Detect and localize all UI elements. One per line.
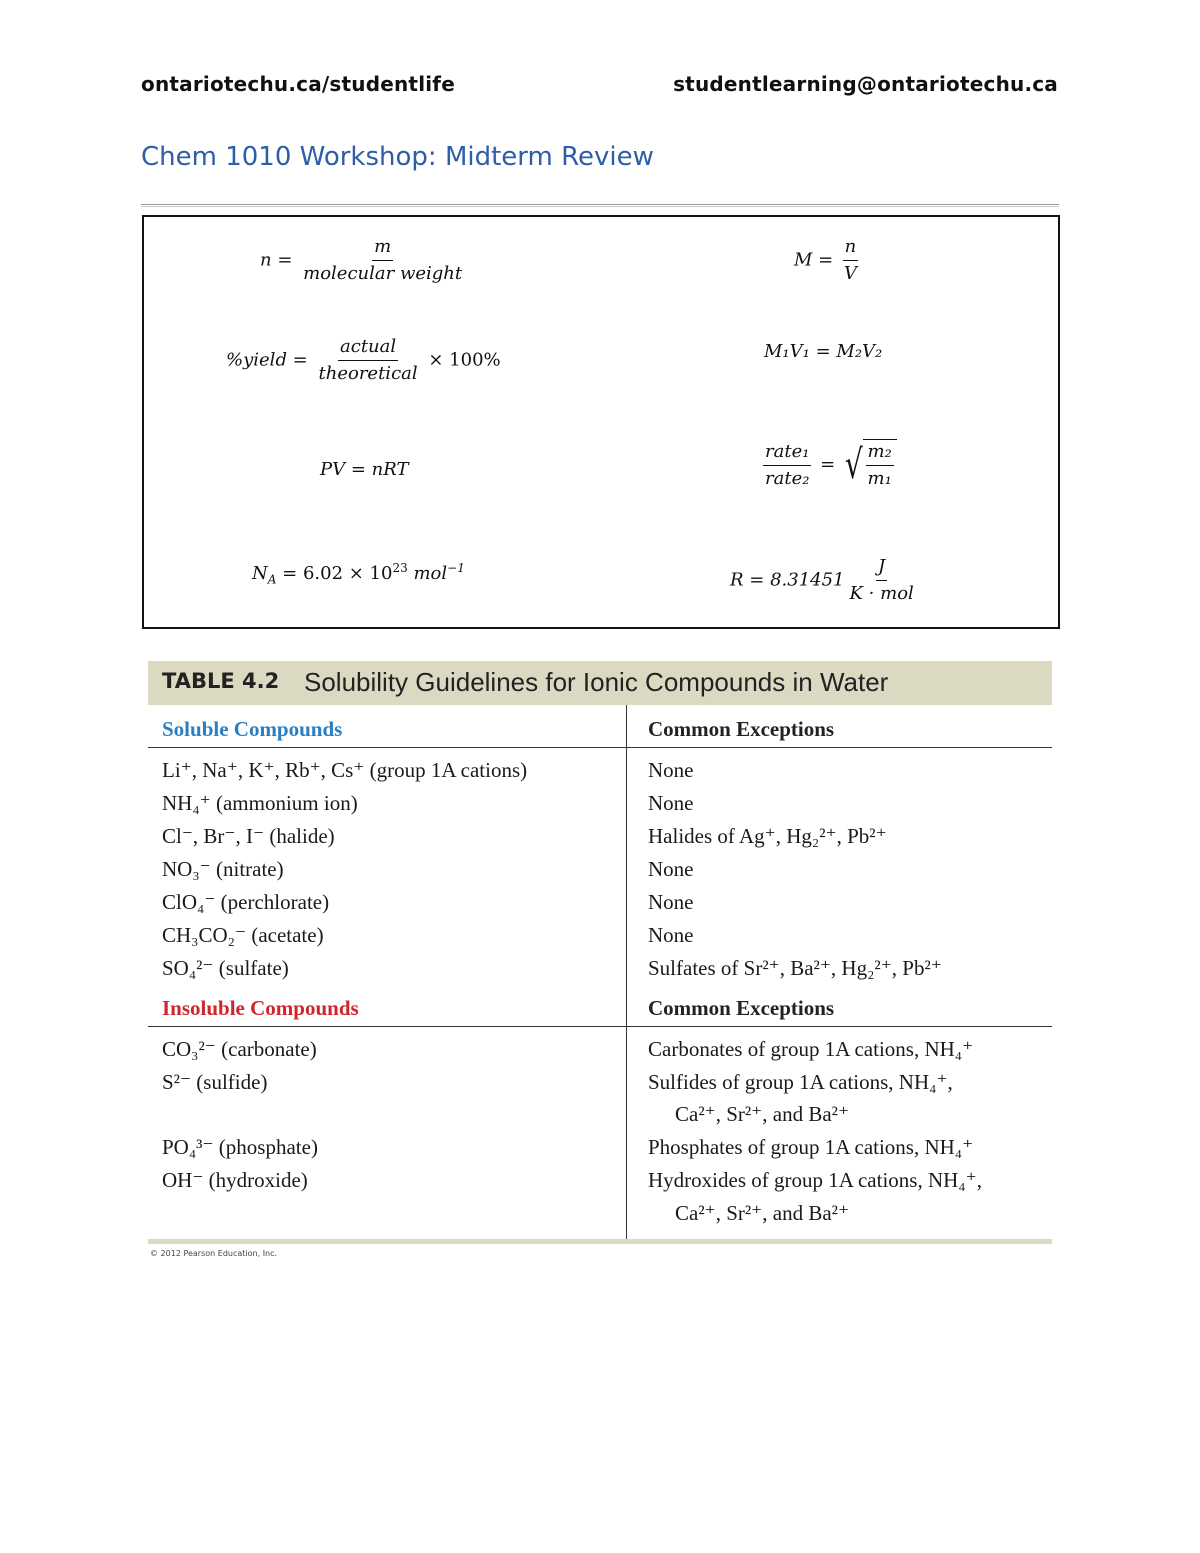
table-row-exception: None — [648, 791, 694, 815]
formula-yield-lhs: %yield = — [226, 349, 308, 371]
formula-r-lhs: R = 8.31451 — [730, 569, 845, 591]
copyright-notice: © 2012 Pearson Education, Inc. — [150, 1249, 278, 1258]
formula-percent-yield — [226, 337, 501, 384]
formula-avogadro — [252, 561, 465, 587]
formula-gas-constant — [730, 557, 919, 604]
table-row-compound: NH₄⁺ (ammonium ion) — [162, 791, 358, 815]
formula-graham-rden: m₁ — [867, 468, 892, 489]
square-root-icon: √ $\frac{\text{m₂}}{\text{m₁}}$ — [841, 439, 897, 491]
table-row-exception: Carbonates of group 1A cations, NH₄⁺ — [648, 1037, 974, 1061]
table-row-compound: Cl⁻, Br⁻, I⁻ (halide) — [162, 824, 335, 848]
table-row-compound: OH⁻ (hydroxide) — [162, 1168, 308, 1192]
formula-moles-num: m — [372, 237, 393, 261]
formula-r-den: K · mol — [849, 583, 914, 604]
soluble-header: Soluble Compounds — [162, 717, 343, 741]
table-row-compound: S²⁻ (sulfide) — [162, 1070, 268, 1094]
table-row-exception-cont: Ca²⁺, Sr²⁺, and Ba²⁺ — [675, 1201, 850, 1225]
formula-graham-eq: = — [820, 454, 836, 475]
formula-r-num: J — [876, 557, 887, 581]
table-row-exception: Sulfates of Sr²⁺, Ba²⁺, Hg₂²⁺, Pb²⁺ — [648, 956, 942, 980]
formula-moles-den: molecular weight — [303, 263, 463, 284]
solubility-table — [148, 661, 1052, 1245]
insoluble-exceptions-header: Common Exceptions — [648, 996, 835, 1020]
formula-yield-num: actual — [338, 337, 398, 361]
insoluble-header-rule — [148, 1026, 1052, 1027]
header-email: studentlearning@ontariotechu.ca — [673, 72, 1058, 96]
table-row-exception: None — [648, 923, 694, 947]
table-row-compound: PO₄³⁻ (phosphate) — [162, 1135, 318, 1159]
page-title: Chem 1010 Workshop: Midterm Review — [141, 142, 654, 172]
table-row-compound: SO₄²⁻ (sulfate) — [162, 956, 289, 980]
table-row-exception: Hydroxides of group 1A cations, NH₄⁺, — [648, 1168, 982, 1192]
table-row-compound: Li⁺, Na⁺, K⁺, Rb⁺, Cs⁺ (group 1A cations) — [162, 758, 528, 782]
formula-box — [142, 215, 1060, 629]
table-row-compound: CH₃CO₂⁻ (acetate) — [162, 923, 324, 947]
table-number: TABLE 4.2 — [162, 669, 280, 693]
table-row-exception: None — [648, 758, 694, 782]
formula-yield-rhs: × 100% — [428, 349, 501, 371]
formula-avogadro-unitsup: −1 — [447, 561, 465, 575]
formula-avogadro-sup: 23 — [392, 561, 408, 575]
formula-graham-den: rate₂ — [765, 467, 810, 489]
formula-moles — [260, 237, 467, 284]
table-row-exception: None — [648, 890, 694, 914]
table-row-exception: None — [648, 857, 694, 881]
insoluble-header: Insoluble Compounds — [162, 996, 359, 1020]
table-row-exception-cont: Ca²⁺, Sr²⁺, and Ba²⁺ — [675, 1102, 850, 1126]
table-row-exception: Phosphates of group 1A cations, NH₄⁺ — [648, 1135, 974, 1159]
table-row-compound: NO₃⁻ (nitrate) — [162, 857, 284, 881]
table-row-compound: CO₃²⁻ (carbonate) — [162, 1037, 317, 1061]
formula-avogadro-unit: mol — [407, 563, 448, 584]
table-caption: Solubility Guidelines for Ionic Compounds in Water — [304, 667, 889, 697]
formula-dilution: M₁V₁ = M₂V₂ — [764, 341, 883, 362]
header-website: ontariotechu.ca/studentlife — [141, 72, 455, 96]
title-divider — [141, 204, 1059, 207]
formula-molarity-den: V — [843, 263, 857, 284]
formula-avogadro-mid: = 6.02 × 10 — [276, 563, 393, 584]
table-header-band — [148, 661, 1052, 705]
formula-ideal-gas: PV = nRT — [320, 459, 409, 480]
formula-avogadro-lhs: N — [252, 563, 268, 584]
soluble-header-rule — [148, 747, 1052, 748]
column-divider — [626, 705, 627, 1239]
table-row-exception: Halides of Ag⁺, Hg₂²⁺, Pb²⁺ — [648, 824, 887, 848]
table-row-exception: Sulfides of group 1A cations, NH₄⁺, — [648, 1070, 953, 1094]
formula-yield-den: theoretical — [318, 363, 418, 384]
soluble-exceptions-header: Common Exceptions — [648, 717, 835, 741]
table-row-compound: ClO₄⁻ (perchlorate) — [162, 890, 330, 914]
table-bottom-band — [148, 1239, 1052, 1244]
formula-graham-num: rate₁ — [763, 442, 811, 466]
formula-molarity-num: n — [843, 237, 859, 261]
formula-molarity — [794, 237, 862, 284]
formula-graham — [760, 439, 897, 491]
formula-avogadro-sub: A — [267, 572, 277, 587]
formula-moles-lhs: n = — [260, 249, 293, 271]
formula-molarity-lhs: M = — [794, 249, 834, 271]
formula-graham-rnum: m₂ — [866, 442, 894, 466]
